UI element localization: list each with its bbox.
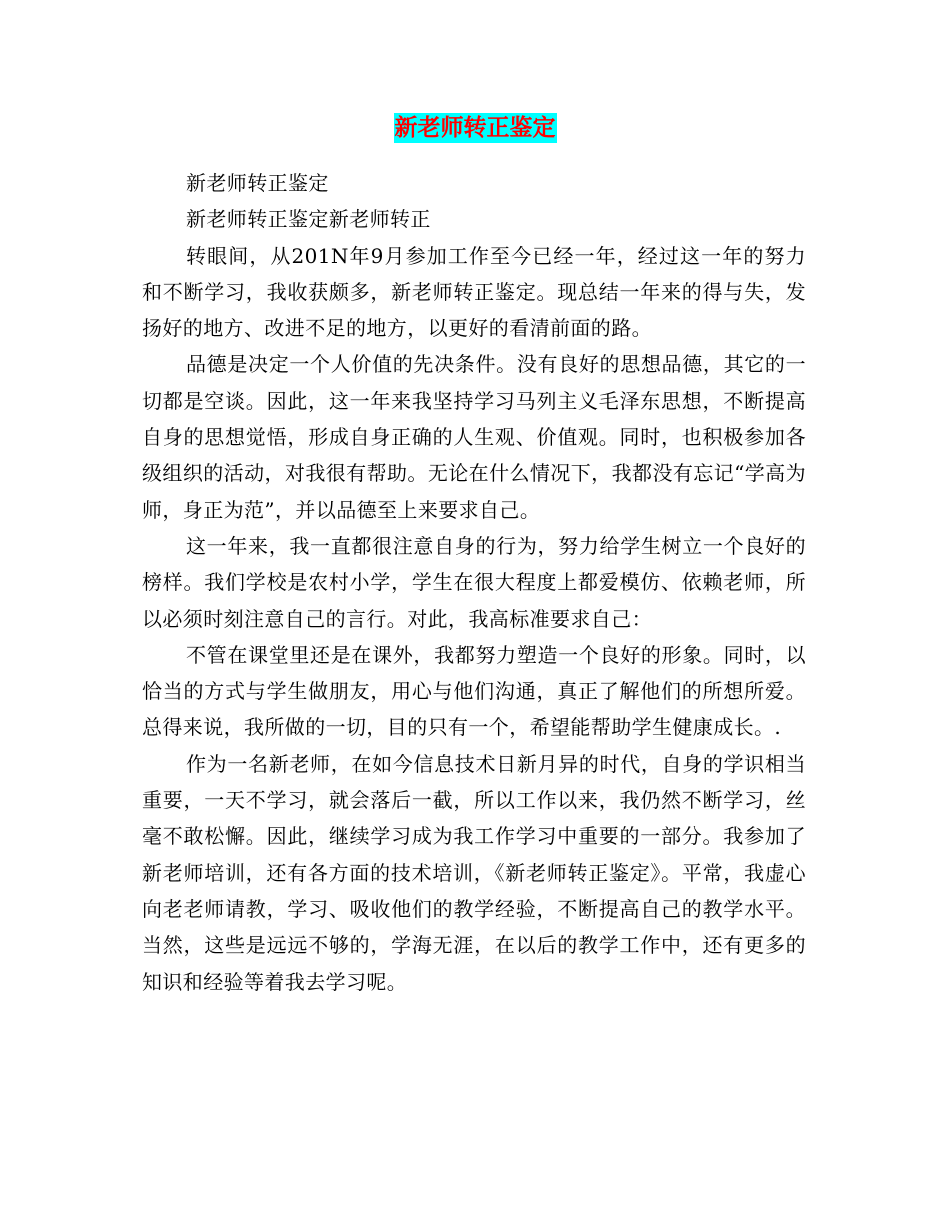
title-container	[0, 113, 950, 143]
paragraph: 不管在课堂里还是在课外，我都努力塑造一个良好的形象。同时，以恰当的方式与学生做朋友，用心与他们沟通，真正了解他们的所想所爱。总得来说，我所做的一切，目的只有一个，希望能帮助学生健康成长。.	[142, 642, 806, 740]
paragraph: 新老师转正鉴定新老师转正	[186, 207, 431, 232]
paragraph: 这一年来，我一直都很注意自身的行为，努力给学生树立一个良好的榜样。我们学校是农村小学，学生在很大程度上都爱模仿、依赖老师，所以必须时刻注意自己的言行。对此，我高标准要求自己：	[142, 533, 806, 631]
document-body	[142, 165, 806, 1000]
paragraph: 作为一名新老师，在如今信息技术日新月异的时代，自身的学识相当重要，一天不学习，就会落后一截，所以工作以来，我仍然不断学习，丝毫不敢松懈。因此，继续学习成为我工作学习中重要的一部分。我参加了新老师培训，还有各方面的技术培训，《新老师转正鉴定》。平常，我虚心向老老师请教，学习、吸收他们的教学经验，不断提高自己的教学水平。当然，这些是远远不够的，学海无涯，在以后的教学工作中，还有更多的知识和经验等着我去学习呢。	[142, 751, 806, 994]
document-title: 新老师转正鉴定	[394, 115, 556, 141]
paragraph: 转眼间，从201N年9月参加工作至今已经一年，经过这一年的努力和不断学习，我收获颇多，新老师转正鉴定。现总结一年来的得与失，发扬好的地方、改进不足的地方，以更好的看清前面的路。	[142, 243, 806, 341]
paragraph: 品德是决定一个人价值的先决条件。没有良好的思想品德，其它的一切都是空谈。因此，这一年来我坚持学习马列主义毛泽东思想，不断提高自身的思想觉悟，形成自身正确的人生观、价值观。同时，也积极参加各级组织的活动，对我很有帮助。无论在什么情况下，我都没有忘记“学高为师，身正为范”，并以品德至上来要求自己。	[142, 352, 806, 522]
paragraph: 新老师转正鉴定	[186, 171, 329, 195]
